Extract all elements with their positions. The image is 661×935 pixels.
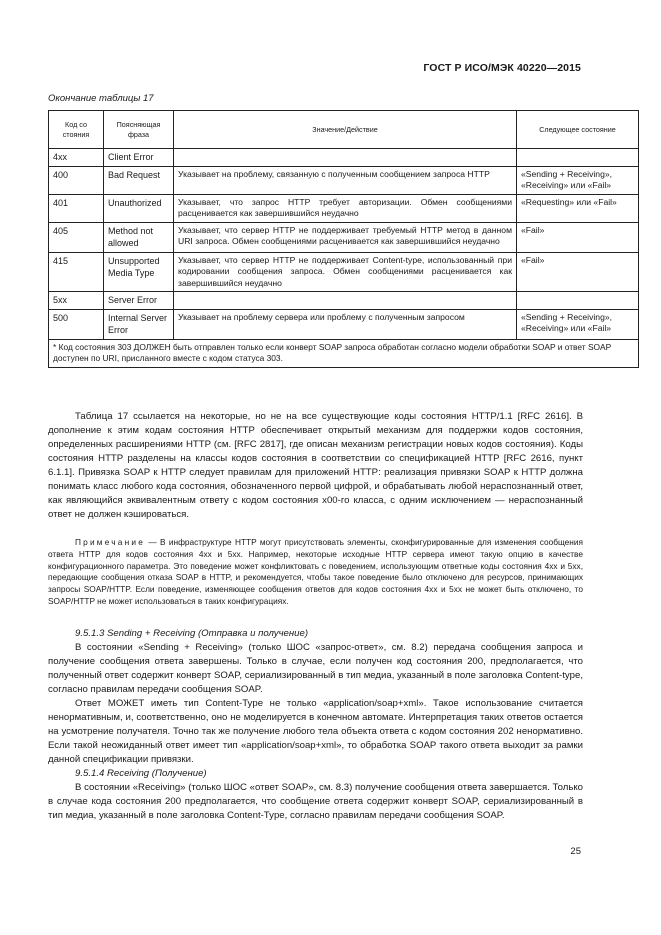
- cell-phrase: Client Error: [104, 149, 174, 167]
- section-heading-9-5-1-3: 9.5.1.3 Sending + Receiving (Отправка и получение): [75, 628, 309, 639]
- table-row: [49, 252, 639, 292]
- table-header-row: [49, 111, 639, 149]
- note-block: [48, 537, 583, 608]
- cell-next: «Requesting» или «Fail»: [517, 194, 639, 222]
- cell-code: 5xx: [49, 292, 104, 310]
- cell-action: Указывает, что сервер HTTP не поддерживает требуемый HTTP метод в данном URI запроса. Обмен сообщениями расценивается как завершившийся неудачно: [174, 222, 517, 252]
- cell-phrase: Unauthorized: [104, 194, 174, 222]
- header-next-state: Следующее состояние: [517, 111, 639, 149]
- standard-code-header: ГОСТ Р ИСО/МЭК 40220—2015: [423, 62, 581, 74]
- header-phrase: Поясняющая фраза: [104, 111, 174, 149]
- note-label: Примечание: [75, 537, 146, 547]
- cell-code: 415: [49, 252, 104, 292]
- table-caption: Окончание таблицы 17: [48, 93, 154, 104]
- cell-action: Указывает, что сервер HTTP не поддерживает Content-type, использованный при кодировании сообщения запроса. Обмен сообщениями расценивается как завершившийся неудачно: [174, 252, 517, 292]
- table-footnote-row: [49, 339, 639, 367]
- table-row: [49, 166, 639, 194]
- cell-next: «Fail»: [517, 252, 639, 292]
- page-number: 25: [570, 846, 581, 857]
- table-footnote: * Код состояния 303 ДОЛЖЕН быть отправлен только если конверт SOAP запроса обработан согласно модели обработки SOAP и ответ SOAP доступен по URI, присланного вместе с кодом статуса 303.: [49, 339, 639, 367]
- table-row: [49, 309, 639, 339]
- cell-next: «Sending + Receiving», «Receiving» или «Fail»: [517, 309, 639, 339]
- cell-code: 500: [49, 309, 104, 339]
- cell-code: 4xx: [49, 149, 104, 167]
- table-row: [49, 292, 639, 310]
- paragraph-block-2: [48, 627, 583, 823]
- cell-next: «Fail»: [517, 222, 639, 252]
- paragraph-receiving: В состоянии «Receiving» (только ШОС «ответ SOAP», см. 8.3) получение сообщения ответа завершается. Только в случае кода состояния 200 предполагается, что сообщение ответа содержит конверт SOAP, сериализированный в тип медиа, указанный в поле заголовка Content-Type, согласно правилам передачи сообщения SOAP.: [48, 782, 583, 821]
- table-row: [49, 194, 639, 222]
- cell-code: 400: [49, 166, 104, 194]
- note-paragraph: [48, 537, 583, 608]
- cell-next: «Sending + Receiving», «Receiving» или «Fail»: [517, 166, 639, 194]
- table-row: [49, 222, 639, 252]
- status-codes-table: [48, 110, 639, 368]
- header-action: Значение/Действие: [174, 111, 517, 149]
- cell-phrase: Method not allowed: [104, 222, 174, 252]
- paragraph-block-1: [48, 410, 583, 522]
- cell-code: 405: [49, 222, 104, 252]
- paragraph-content-type: Ответ МОЖЕТ иметь тип Content-Type не только «application/soap+xml». Такое использование считается ненормативным, и, соответственно, оно не моделируется в конечном автомате. Интерпретация таких ответов остается на усмотрение получателя. Точно так же получение любого тела объекта ответа с кодом состояния 202 ненормативно. Если такой неожиданный ответ имеет тип «application/soap+xml», то обработка SOAP такого ответа выходит за рамки данной спецификации привязки.: [48, 698, 583, 765]
- table-row: [49, 149, 639, 167]
- section-heading-9-5-1-4: 9.5.1.4 Receiving (Получение): [75, 768, 207, 779]
- cell-action: Указывает, что запрос HTTP требует авторизации. Обмен сообщениями расценивается как завершившийся неудачно: [174, 194, 517, 222]
- cell-action: Указывает на проблему, связанную с полученным сообщением запроса HTTP: [174, 166, 517, 194]
- cell-phrase: Bad Request: [104, 166, 174, 194]
- cell-phrase: Internal Server Error: [104, 309, 174, 339]
- cell-next: [517, 149, 639, 167]
- cell-next: [517, 292, 639, 310]
- paragraph-table-reference: Таблица 17 ссылается на некоторые, но не на все существующие коды состояния HTTP/1.1 [RFC 2616]. В дополнение к этим кодам состояния HTTP обеспечивает открытый механизм для поддержки кодов состояния, определенных расширениями HTTP (см. [RFC 2817], где описан механизм регистрации новых кодов состояния). Коды состояния HTTP разделены на классы кодов состояния в соответствии со спецификацией HTTP [RFC 2616, пункт 6.1.1]. Привязка SOAP к HTTP следует правилам для приложений HTTP: реализация привязки SOAP к HTTP должна понимать класс любого кода состояния, обозначенного первой цифрой, и обрабатывать любой нераспознанный ответ, как являющийся эквивалентным ответу с кодом состояния x00-го класса, с одним исключением — нераспознанный ответ не должен кэшироваться.: [48, 411, 583, 520]
- cell-action: [174, 149, 517, 167]
- cell-action: [174, 292, 517, 310]
- note-text: — В инфраструктуре HTTP могут присутствовать элементы, сконфигурированные для изменения сообщения ответа HTTP для кодов состояния 4xx и 5xx. Например, некоторые исходные HTTP сервера имеют такую опцию в качестве конфигурационного параметра. Это поведение может конфликтовать с поведением, использующим ответные коды состояния 4xx и 5xx, передающие сообщения отказа SOAP в HTTP, и рекомендуется, чтобы такое поведение было отключено для ресурсов, принимающих запросы SOAP/HTTP. Если поведение, изменяющее сообщения ответов для кодов состояния 4xx и 5xx не может быть отключено, то SOAP/HTTP не может использоваться в таких конфигурациях.: [48, 537, 583, 606]
- cell-code: 401: [49, 194, 104, 222]
- cell-phrase: Server Error: [104, 292, 174, 310]
- paragraph-sending-receiving: В состоянии «Sending + Receiving» (только ШОС «запрос-ответ», см. 8.2) передача сообщения запроса и получение сообщения ответа завершены. Только в случае, если получен код состояния 200, предполагается, что полученный ответ содержит конверт SOAP, сериализированный в тип медиа, указанный в поле заголовка Content-type, согласно правилам передачи сообщения SOAP.: [48, 642, 583, 695]
- header-code: Код со стояния: [49, 111, 104, 149]
- cell-action: Указывает на проблему сервера или проблему с полученным запросом: [174, 309, 517, 339]
- cell-phrase: Unsupported Media Type: [104, 252, 174, 292]
